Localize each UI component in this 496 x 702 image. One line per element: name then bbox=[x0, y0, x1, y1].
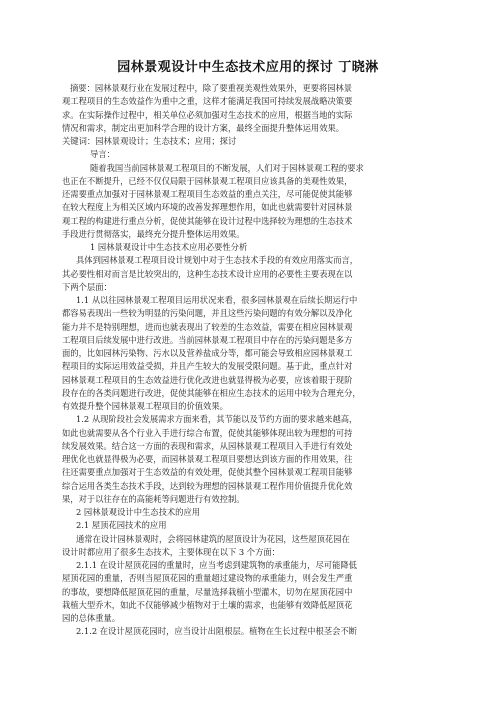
document-title: 园林景观设计中生态技术应用的探讨 丁晓淋 bbox=[117, 60, 379, 75]
text-line: 续发展效果。结合这一方面的表现和需求，从园林景观工程项目入手进行有效处 bbox=[62, 440, 353, 451]
text-line: 通常在设计园林景观时，会将园林建筑的屋顶设计为花园，这些屋顶花园在 bbox=[76, 533, 350, 544]
text-line: 求。在实际操作过程中，相关单位必须加强对生态技术的应用，根据当地的实际 bbox=[62, 109, 353, 120]
text-line: 有效提升整个园林景观工程项目的价值效果。 bbox=[62, 401, 228, 411]
document-body bbox=[62, 82, 442, 639]
text-line: 摘要：园林景观行业在发展过程中，除了要重视美观性效果外，更要将园林景 bbox=[70, 83, 353, 93]
text-line: 导言： bbox=[90, 149, 115, 160]
text-line: 栽植大型乔木，如此不仅能够减少植物对于土壤的需求，也能够有效降低屋顶花 bbox=[62, 599, 353, 610]
text-line: 情况和需求，制定出更加科学合理的设计方案，最终全面提升整体运用效果。 bbox=[62, 122, 345, 133]
text-line: 的事故，要想降低屋顶花园的重量，尽量选择栽植小型灌木，切勿在屋顶花园中 bbox=[62, 586, 353, 597]
text-line: 随着我国当前园林景观工程项目的不断发展，人们对于园林景观工程的要求 bbox=[90, 162, 364, 173]
text-line: 还需要重点加强对于园林景观工程项目生态效益的重点关注，尽可能促使其能够 bbox=[62, 189, 353, 199]
text-line: 1 园林景观设计中生态技术应用必要性分析 bbox=[90, 242, 248, 252]
text-line: 关键词：园林景观设计；生态技术；应用；探讨 bbox=[62, 136, 237, 146]
text-line: 具体到园林景观工程项目设计规划中对于生态技术手段的有效应用落实而言， bbox=[76, 255, 359, 266]
text-line: 工程项目后续发展中进行改进。当前园林景观工程项目中存在的污染问题是多方 bbox=[62, 334, 353, 345]
text-line: 2.1.2 在设计屋顶花园时，应当设计出阻根层。植物在生长过程中根茎会不断 bbox=[76, 626, 357, 637]
text-line: 面的，比如园林污染物、污水以及营养盐成分等，都可能会导致相应园林景观工 bbox=[62, 348, 353, 358]
text-line: 2 园林景观设计中生态技术的应用 bbox=[76, 507, 201, 517]
text-line: 都容易表现出一些较为明显的污染问题，并且这些污染问题的有效分解以及净化 bbox=[62, 308, 353, 319]
text-line: 园的总体重量。 bbox=[62, 613, 121, 623]
text-line: 下两个层面： bbox=[62, 281, 112, 292]
text-line: 设计时都应用了很多生态技术，主要体现在以下 3 个方面： bbox=[62, 546, 280, 557]
text-line: 程项目的实际运用效益受损，并且产生较大的发展受限问题。基于此，重点针对 bbox=[62, 361, 353, 372]
text-line: 果，对于以往存在的高能耗等问题进行有效控制。 bbox=[62, 493, 245, 504]
text-line: 在较大程度上为相关区域内环境的改善发挥理想作用，如此也就需要针对园林景 bbox=[62, 202, 353, 213]
text-line: 段存在的各类问题进行改进，促使其能够在相应生态技术的运用中较为合理充分， bbox=[62, 387, 361, 398]
text-line: 综合运用各类生态技术手段，达到较为理想的园林景观工程作用价值提升优化效 bbox=[62, 480, 353, 491]
text-line: 2.1 屋顶花园技术的应用 bbox=[76, 520, 167, 531]
text-line: 观工程的构建进行重点分析，促使其能够在设计过程中选择较为理想的生态技术 bbox=[62, 215, 353, 226]
text-line: 往还需要重点加强对于生态效益的有效处理，促使其整个园林景观工程项目能够 bbox=[62, 467, 353, 478]
text-line: 理优化也就显得极为必要，而园林景观工程项目要想达到该方面的作用效果，往 bbox=[62, 454, 353, 464]
text-line: 如此也就需要从各个行业入手进行综合布置，促使其能够体现出较为理想的可持 bbox=[62, 427, 353, 438]
text-line: 其必要性相对而言是比较突出的，这种生态技术设计应用的必要性主要表现在以 bbox=[62, 268, 353, 279]
text-line: 1.1 从以往园林景观工程项目运用状况来看，很多园林景观在后续长期运行中 bbox=[76, 295, 358, 305]
text-line: 也正在不断提升，已经不仅仅局限于园林景观工程项目应该具备的美观性效果， bbox=[62, 175, 353, 186]
text-line: 屋顶花园的重量，否则当屋顶花园的重量超过建设物的承重能力，则会发生严重 bbox=[62, 573, 353, 584]
text-line: 手段进行贯彻落实，最终充分提升整体运用效果。 bbox=[62, 228, 245, 239]
text-line: 能力并不是特别理想，进而也就表现出了较差的生态效益，需要在相应园林景观 bbox=[62, 321, 353, 332]
text-line: 观工程项目的生态效益作为重中之重，这样才能满足我国可持续发展战略决策要 bbox=[62, 96, 353, 107]
text-line: 园林景观工程项目的生态效益进行优化改进也就显得极为必要，应该着眼于现阶 bbox=[62, 374, 353, 385]
text-line: 1.2 从现阶段社会发展需求方面来看，其节能以及节约方面的要求越来越高， bbox=[76, 414, 358, 425]
text-line: 2.1.1 在设计屋顶花园的重量时，应当考虑到建筑物的承重能力，尽可能降低 bbox=[76, 560, 357, 570]
